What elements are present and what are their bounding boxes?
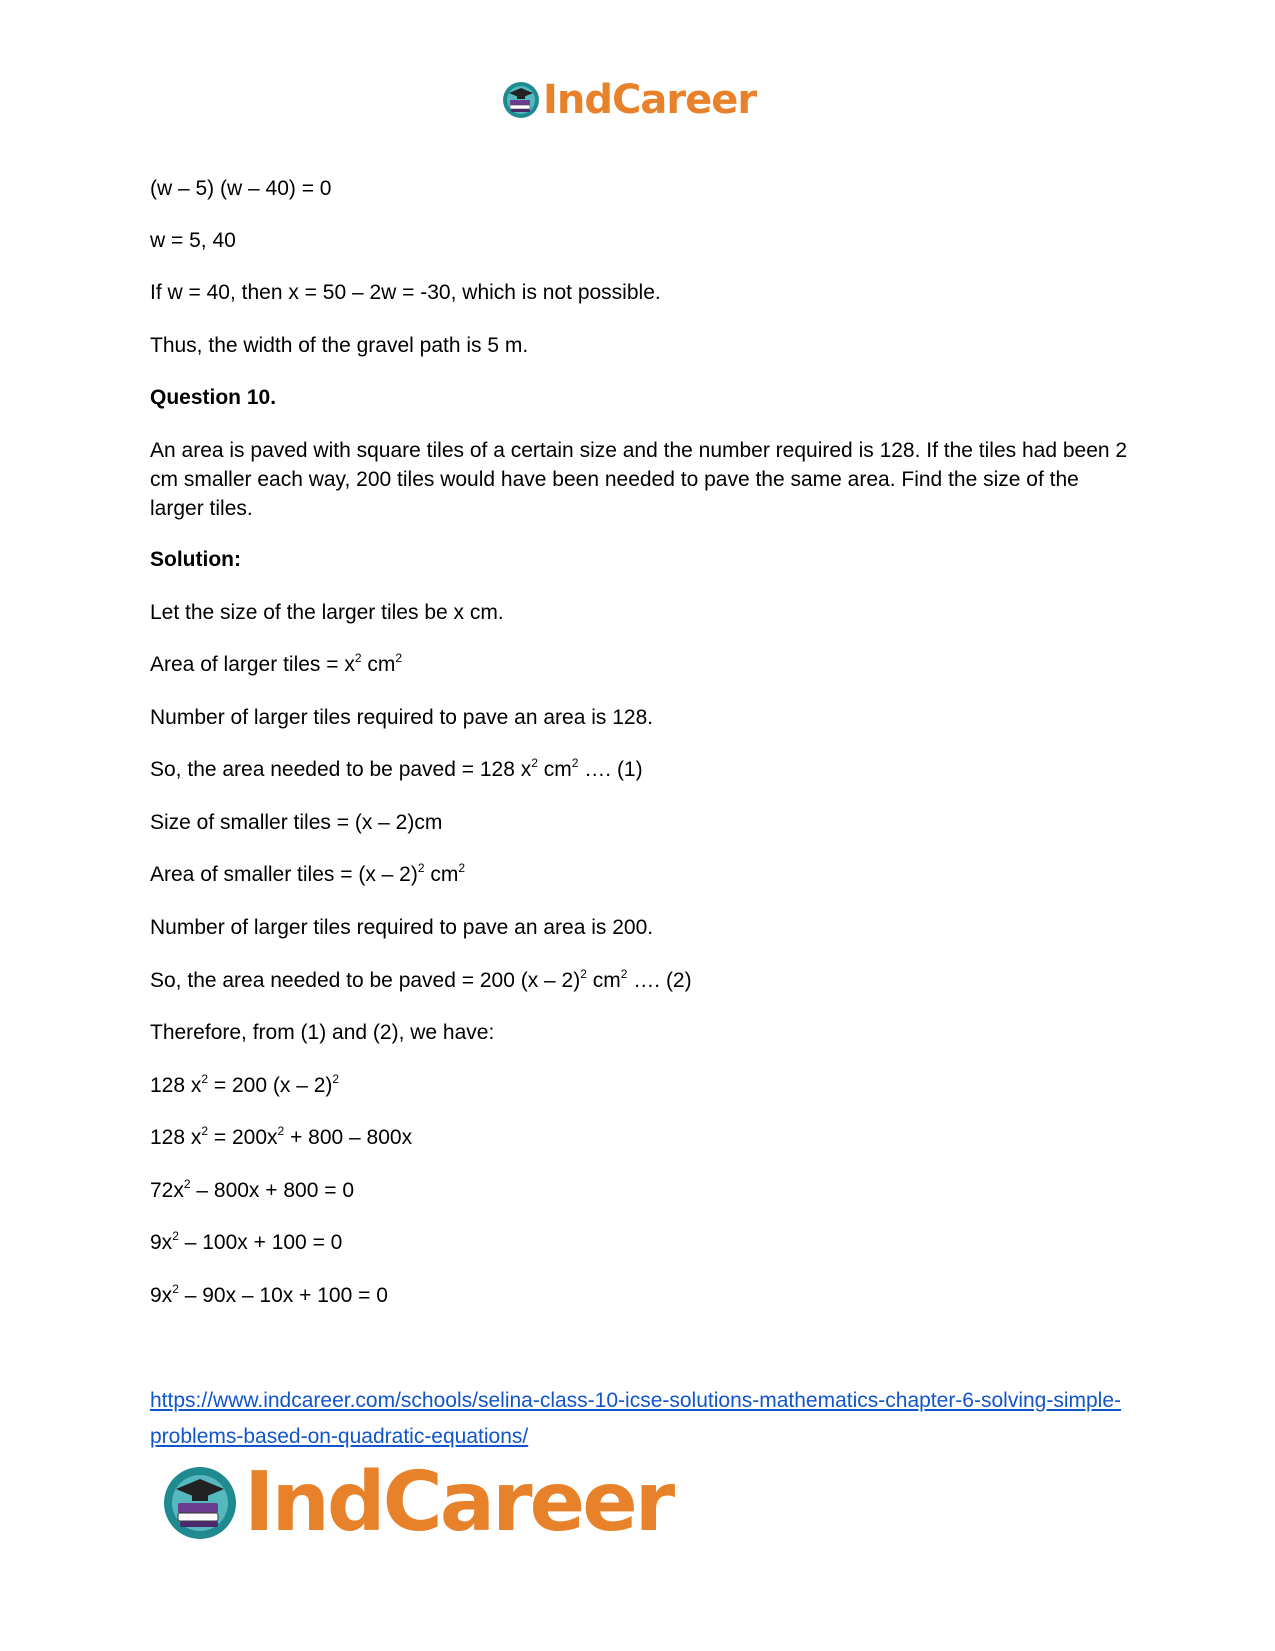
text-line: Size of smaller tiles = (x – 2)cm [150,811,443,834]
equation-line [150,1228,342,1258]
exponent: 2 [201,1124,209,1138]
logo-wordmark: IndCareer [543,77,757,123]
text-segment: cm [361,653,396,676]
exponent: 2 [580,967,587,981]
exponent: 2 [620,967,628,981]
text-segment: cm [537,758,572,781]
exponent: 2 [354,651,362,665]
equation-line [150,1071,339,1101]
indcareer-logo-top [501,77,757,123]
exponent: 2 [277,1124,285,1138]
equation-line [150,1123,412,1153]
text-line: Therefore, from (1) and (2), we have: [150,1021,495,1044]
text-segment: Area of smaller tiles = (x – 2) [150,863,418,886]
text-line: Thus, the width of the gravel path is 5 m. [150,334,529,357]
exponent: 2 [395,651,403,665]
text-segment: – 90x – 10x + 100 = 0 [178,1284,388,1307]
text-segment: 128 x [150,1074,202,1097]
text-segment: = 200x [208,1126,278,1149]
text-segment: …. (1) [578,758,643,781]
text-line: Number of larger tiles required to pave an area is 200. [150,916,654,939]
text-line [150,650,402,680]
indcareer-logo-bottom [160,1455,673,1550]
text-line: Let the size of the larger tiles be x cm. [150,601,504,624]
exponent: 2 [417,861,425,875]
text-segment: cm [586,969,621,992]
text-line: If w = 40, then x = 50 – 2w = -30, which is not possible. [150,281,661,304]
equation-line [150,1281,388,1311]
solution-heading: Solution: [150,548,241,571]
text-segment: cm [424,863,459,886]
text-segment: 9x [150,1231,173,1254]
text-segment: …. (2) [627,969,692,992]
exponent: 2 [201,1072,209,1086]
exponent: 2 [172,1282,179,1296]
text-segment: – 100x + 100 = 0 [178,1231,343,1254]
exponent: 2 [458,861,466,875]
text-line: Number of larger tiles required to pave an area is 128. [150,706,654,729]
equation-line: (w – 5) (w – 40) = 0 [150,177,332,200]
exponent: 2 [531,756,538,770]
exponent: 2 [183,1177,191,1191]
text-segment: – 800x + 800 = 0 [190,1179,355,1202]
exponent: 2 [571,756,579,770]
equation-line [150,1176,354,1206]
logo-wordmark: IndCareer [244,1455,673,1550]
equation-line: w = 5, 40 [150,229,236,252]
text-line [150,860,465,890]
text-line [150,755,643,785]
graduation-books-icon [501,80,541,120]
exponent: 2 [172,1229,179,1243]
text-segment: = 200 (x – 2) [208,1074,333,1097]
graduation-books-icon [160,1463,240,1543]
text-segment: Area of larger tiles = x [150,653,355,676]
text-segment: + 800 – 800x [284,1126,413,1149]
text-segment: So, the area needed to be paved = 200 (x – 2) [150,969,581,992]
source-link[interactable]: https://www.indcareer.com/schools/selina-class-10-icse-solutions-mathematics-chapter-6-solving-simple-problems-based-on-quadratic-equations/ [150,1389,1122,1448]
text-line [150,966,692,996]
exponent: 2 [332,1072,340,1086]
question-heading: Question 10. [150,386,277,409]
question-text: An area is paved with square tiles of a certain size and the number required is 128. If the tiles had been 2 cm smaller each way, 200 tiles would have been needed to pave the same area. Find the size of the larger tiles. [150,439,1128,520]
text-segment: 128 x [150,1126,202,1149]
text-segment: So, the area needed to be paved = 128 x [150,758,532,781]
text-segment: 9x [150,1284,173,1307]
text-segment: 72x [150,1179,184,1202]
